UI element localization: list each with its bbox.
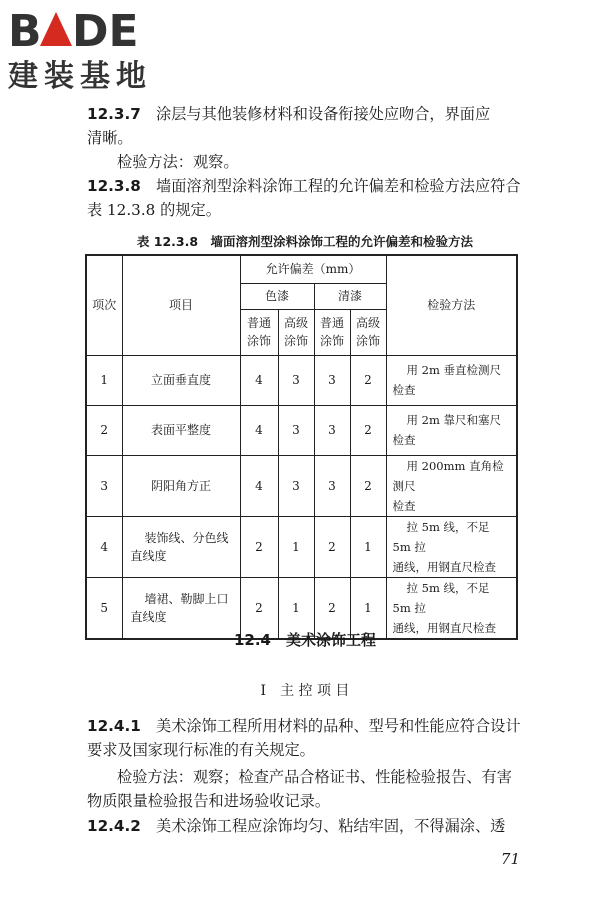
clause-text: 美术涂饰工程应涂饰均匀、粘结牢固，不得漏涂、透 bbox=[156, 817, 506, 835]
header-item: 项目 bbox=[122, 255, 240, 355]
clause-text-cont: 要求及国家现行标准的有关规定。 bbox=[87, 741, 315, 759]
table-caption: 表 12.3.8 墙面溶剂型涂料涂饰工程的允许偏差和检验方法 bbox=[136, 234, 474, 249]
clause-number: 12.4.1 bbox=[87, 717, 141, 735]
svg-text:B: B bbox=[8, 6, 42, 57]
clause-number: 12.3.8 bbox=[87, 177, 141, 195]
clause-text: 涂层与其他装修材料和设备衔接处应吻合，界面应 bbox=[156, 105, 491, 123]
table-row: 3 阴阳角方正 4 3 3 2 用 200mm 直角检测尺 检查 bbox=[86, 455, 517, 516]
header-advanced-2: 高级 涂饰 bbox=[350, 309, 386, 355]
header-standard-1: 普通 涂饰 bbox=[240, 309, 278, 355]
header-advanced-1: 高级 涂饰 bbox=[278, 309, 314, 355]
header-no: 项次 bbox=[86, 255, 122, 355]
clause-number: 12.3.7 bbox=[87, 105, 141, 123]
clause-12-4-1 bbox=[87, 714, 527, 762]
clause-12-4-2 bbox=[87, 814, 527, 838]
table-row: 1 立面垂直度 4 3 3 2 用 2m 垂直检测尺 检查 bbox=[86, 355, 517, 405]
bade-logo bbox=[8, 6, 178, 92]
clause-12-3-7 bbox=[87, 102, 527, 150]
inspection-method-2: 检验方法：观察；检查产品合格证书、性能检验报告、有害 物质限量检验报告和进场验收记录。 bbox=[87, 768, 512, 810]
clause-text-cont: 表 12.3.8 的规定。 bbox=[87, 201, 221, 219]
clause-number: 12.4.2 bbox=[87, 817, 141, 835]
subsection-heading: Ⅰ 主 控 项 目 bbox=[260, 683, 350, 699]
table-row: 2 表面平整度 4 3 3 2 用 2m 靠尺和塞尺 检查 bbox=[86, 405, 517, 455]
header-color-paint: 色漆 bbox=[240, 283, 314, 309]
inspection-method-text: 检验方法：观察。 bbox=[117, 153, 239, 171]
clause-12-3-8 bbox=[87, 174, 527, 222]
header-deviation: 允许偏差（mm） bbox=[240, 255, 386, 283]
svg-text:DE: DE bbox=[72, 6, 139, 57]
deviation-table bbox=[85, 254, 518, 640]
section-heading: 12.4 美术涂饰工程 bbox=[233, 631, 377, 649]
header-method: 检验方法 bbox=[386, 255, 517, 355]
table-row: 5 墙裙、勒脚上口 直线度 2 1 2 1 拉 5m 线，不足 5m 拉 通线，用钢直尺检查 bbox=[86, 577, 517, 639]
page-number: 71 bbox=[500, 850, 520, 868]
header-clear-paint: 清漆 bbox=[314, 283, 386, 309]
clause-text: 美术涂饰工程所用材料的品种、型号和性能应符合设计 bbox=[156, 717, 521, 735]
header-standard-2: 普通 涂饰 bbox=[314, 309, 350, 355]
table-row: 4 装饰线、分色线 直线度 2 1 2 1 拉 5m 线，不足 5m 拉 通线，用钢直尺检查 bbox=[86, 516, 517, 577]
clause-text: 墙面溶剂型涂料涂饰工程的允许偏差和检验方法应符合 bbox=[156, 177, 521, 195]
clause-text-cont: 清晰。 bbox=[87, 129, 133, 147]
svg-text:建装基地: 建装基地 bbox=[8, 59, 152, 92]
